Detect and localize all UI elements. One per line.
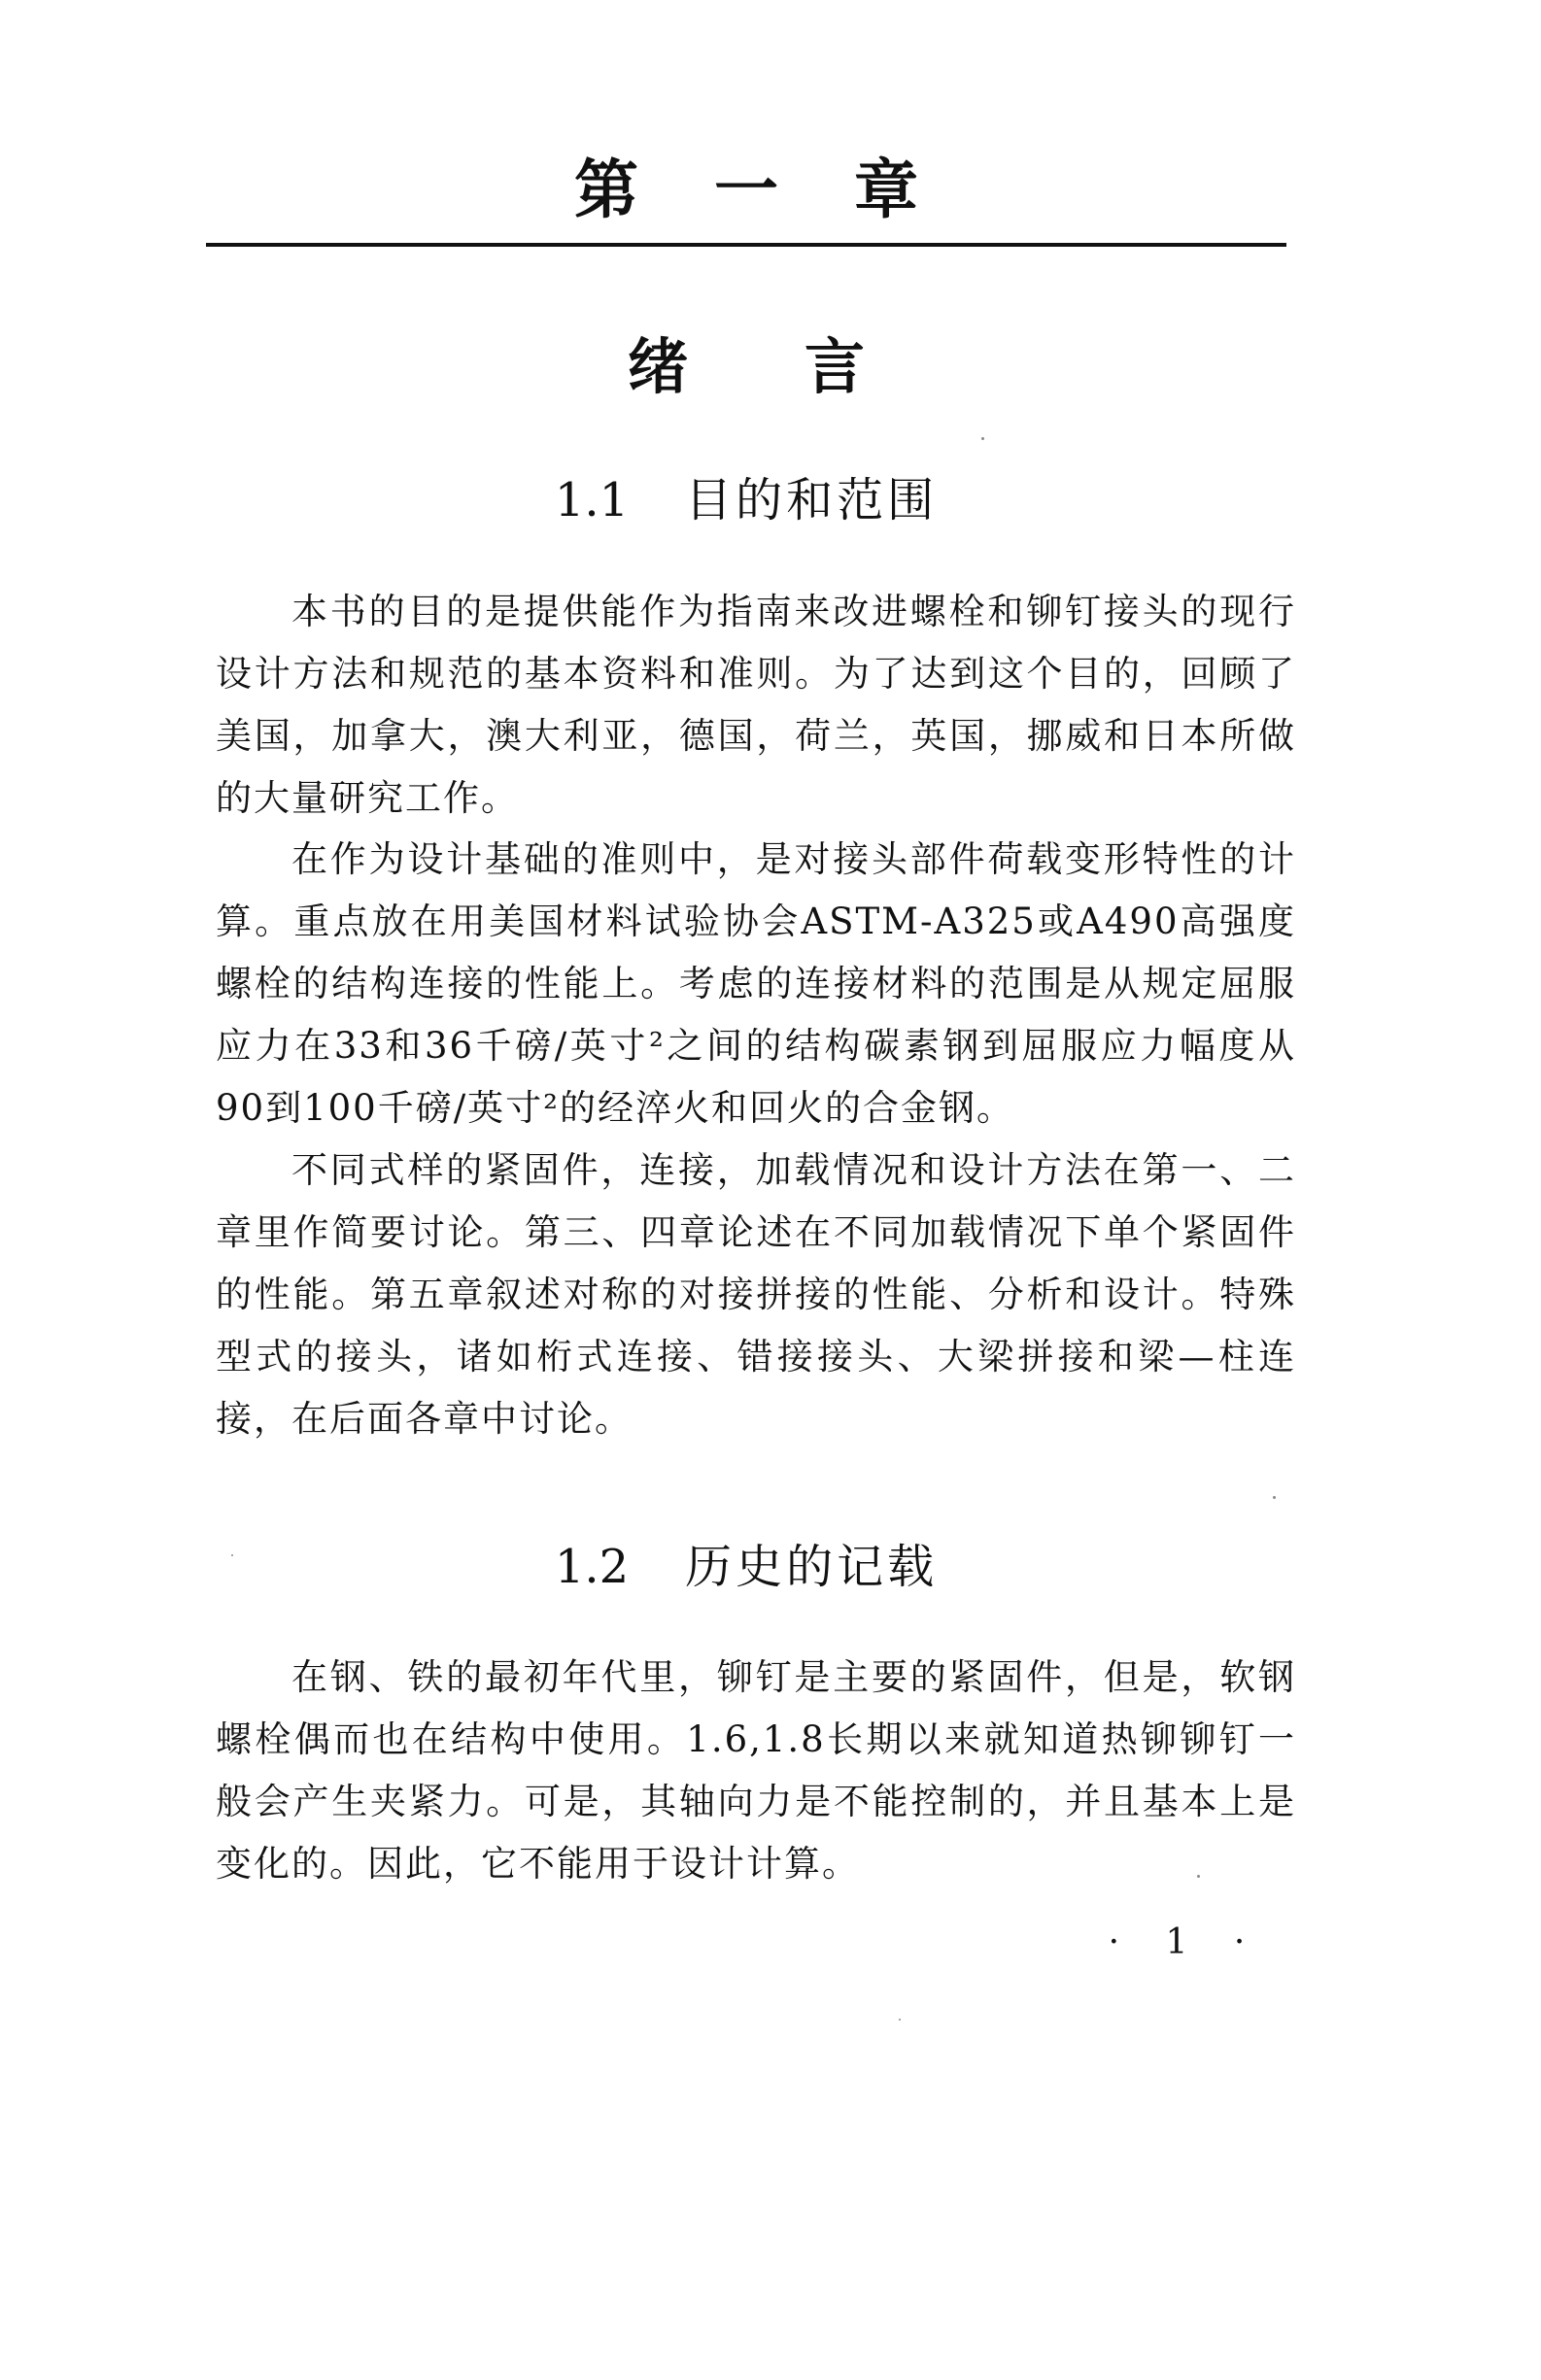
scan-speck <box>1273 1496 1276 1499</box>
scan-speck <box>899 2019 901 2021</box>
section-heading-1-2 <box>206 1533 1286 1601</box>
section-heading-1-1 <box>206 466 1286 534</box>
section-number: 1.1 <box>554 473 630 527</box>
paragraph: 本书的目的是提供能作为指南来改进螺栓和铆钉接头的现行设计方法和规范的基本资料和准则。为了达到这个目的，回顾了美国，加拿大，澳大利亚，德国，荷兰，英国，挪威和日本所做的大量研究工作。 <box>216 591 1296 819</box>
paragraph: 在作为设计基础的准则中，是对接头部件荷载变形特性的计算。重点放在用美国材料试验协会ASTM-A325或A490高强度螺栓的结构连接的性能上。考虑的连接材料的范围是从规定屈服应力在33和36千磅/英寸²之间的结构碳素钢到屈服应力幅度从90到100千磅/英寸²的经淬火和回火的合金钢。 <box>216 838 1296 1129</box>
paragraph: 在钢、铁的最初年代里，铆钉是主要的紧固件，但是，软钢螺栓偶而也在结构中使用。1.6,1.8长期以来就知道热铆铆钉一般会产生夹紧力。可是，其轴向力是不能控制的，并且基本上是变化的。因此，它不能用于设计计算。 <box>216 1656 1296 1885</box>
section-title: 目的和范围 <box>685 473 939 527</box>
chapter-divider <box>206 243 1286 247</box>
page-number: · 1 · <box>1108 1922 1263 1962</box>
chapter-title: 第一章 <box>574 152 994 227</box>
scan-speck <box>981 437 984 440</box>
scan-speck <box>1197 1875 1200 1878</box>
main-title: 绪言 <box>627 331 981 402</box>
section-title: 历史的记载 <box>685 1540 939 1594</box>
scan-speck <box>231 1554 233 1556</box>
paragraph: 不同式样的紧固件，连接，加载情况和设计方法在第一、二章里作简要讨论。第三、四章论述在不同加载情况下单个紧固件的性能。第五章叙述对称的对接拼接的性能、分析和设计。特殊型式的接头，诸如桁式连接、错接接头、大梁拼接和梁—柱连接，在后面各章中讨论。 <box>216 1149 1296 1440</box>
section-number: 1.2 <box>554 1540 630 1594</box>
